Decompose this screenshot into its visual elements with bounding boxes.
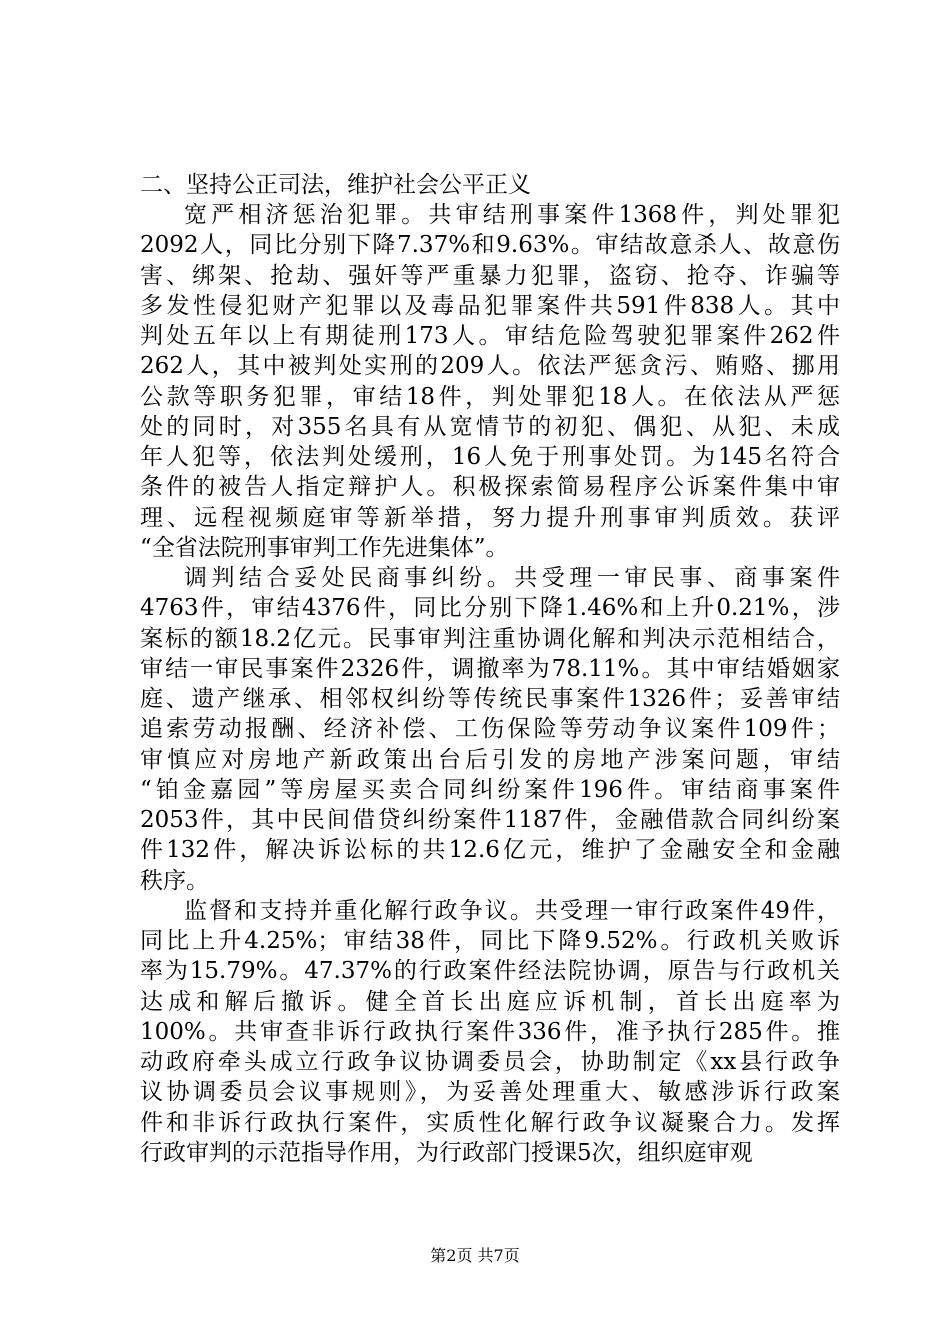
- paragraph-administrative: [140, 896, 840, 1168]
- paragraph-line: 件和非诉行政执行案件，实质性化解行政争议凝聚合力。发挥: [140, 1109, 840, 1136]
- paragraph-line: 案标的额18.2亿元。民事审判注重协调化解和判决示范相结合，: [140, 625, 840, 652]
- paragraph-line: 262人，其中被判处实刑的209人。依法严惩贪污、贿赂、挪用: [140, 353, 840, 380]
- paragraph-line: 监督和支持并重化解行政争议。共受理一审行政案件49件，: [184, 897, 840, 924]
- paragraph-line: 处的同时，对355名具有从宽情节的初犯、偶犯、从犯、未成: [140, 413, 840, 440]
- section-heading: 二、坚持公正司法，维护社会公平正义: [140, 172, 531, 198]
- paragraph-line: 条件的被告人指定辩护人。积极探索简易程序公诉案件集中审: [140, 474, 840, 501]
- paragraph-line: 追索劳动报酬、经济补偿、工伤保险等劳动争议案件109件；: [140, 716, 840, 743]
- paragraph-line: 议协调委员会议事规则》，为妥善处理重大、敏感涉诉行政案: [140, 1079, 840, 1106]
- paragraph-line: 2053件，其中民间借贷纠纷案件1187件，金融借款合同纠纷案: [140, 807, 840, 833]
- paragraph-line: 率为15.79%。47.37%的行政案件经法院协调，原告与行政机关: [140, 958, 840, 985]
- paragraph-line: 害、绑架、抢劫、强奸等严重暴力犯罪，盗窃、抢夺、诈骗等: [140, 262, 840, 289]
- paragraph-line: 100%。共审查非诉行政执行案件336件，准予执行285件。推: [140, 1018, 840, 1045]
- paragraph-line: 动政府牵头成立行政争议协调委员会，协助制定《xx县行政争: [140, 1049, 840, 1075]
- paragraph-line: 判处五年以上有期徒刑173人。审结危险驾驶犯罪案件262件: [140, 323, 840, 349]
- paragraph-line: 公款等职务犯罪，审结18件，判处罪犯18人。在依法从严惩: [140, 383, 840, 410]
- paragraph-line: 宽严相济惩治犯罪。共审结刑事案件1368件，判处罪犯: [184, 202, 840, 228]
- paragraph-line: 理、远程视频庭审等新举措，努力提升刑事审判质效。获评: [140, 504, 840, 531]
- paragraph-line: 4763件，审结4376件，同比分别下降1.46%和上升0.21%，涉: [140, 595, 840, 622]
- paragraph-line: 年人犯等，依法判处缓刑，16人免于刑事处罚。为145名符合: [140, 444, 840, 470]
- paragraph-line: 调判结合妥处民商事纠纷。共受理一审民事、商事案件: [184, 565, 840, 591]
- paragraph-line: 2092人，同比分别下降7.37%和9.63%。审结故意杀人、故意伤: [140, 232, 840, 259]
- document-body: [140, 200, 840, 1168]
- paragraph-criminal: [140, 200, 840, 563]
- paragraph-line: 行政审判的示范指导作用，为行政部门授课5次，组织庭审观: [140, 1139, 753, 1166]
- paragraph-line: 多发性侵犯财产犯罪以及毒品犯罪案件共591件838人。其中: [140, 292, 840, 319]
- paragraph-civil: [140, 563, 840, 896]
- paragraph-line: 件132件，解决诉讼标的共12.6亿元，维护了金融安全和金融: [140, 837, 840, 864]
- paragraph-line: 达成和解后撤诉。健全首长出庭应诉机制，首长出庭率为: [140, 988, 840, 1015]
- paragraph-line: “铂金嘉园”等房屋买卖合同纠纷案件196件。审结商事案件: [140, 776, 840, 803]
- paragraph-line: 秩序。: [140, 867, 209, 894]
- page-footer: 第2页 共7页: [430, 1246, 520, 1265]
- paragraph-line: 庭、遗产继承、相邻权纠纷等传统民事案件1326件；妥善审结: [140, 686, 840, 712]
- paragraph-line: 审慎应对房地产新政策出台后引发的房地产涉案问题，审结: [140, 746, 840, 773]
- paragraph-line: 审结一审民事案件2326件，调撤率为78.11%。其中审结婚姻家: [140, 655, 840, 682]
- paragraph-line: “全省法院刑事审判工作先进集体”。: [140, 534, 509, 561]
- paragraph-line: 同比上升4.25%；审结38件，同比下降9.52%。行政机关败诉: [140, 928, 840, 954]
